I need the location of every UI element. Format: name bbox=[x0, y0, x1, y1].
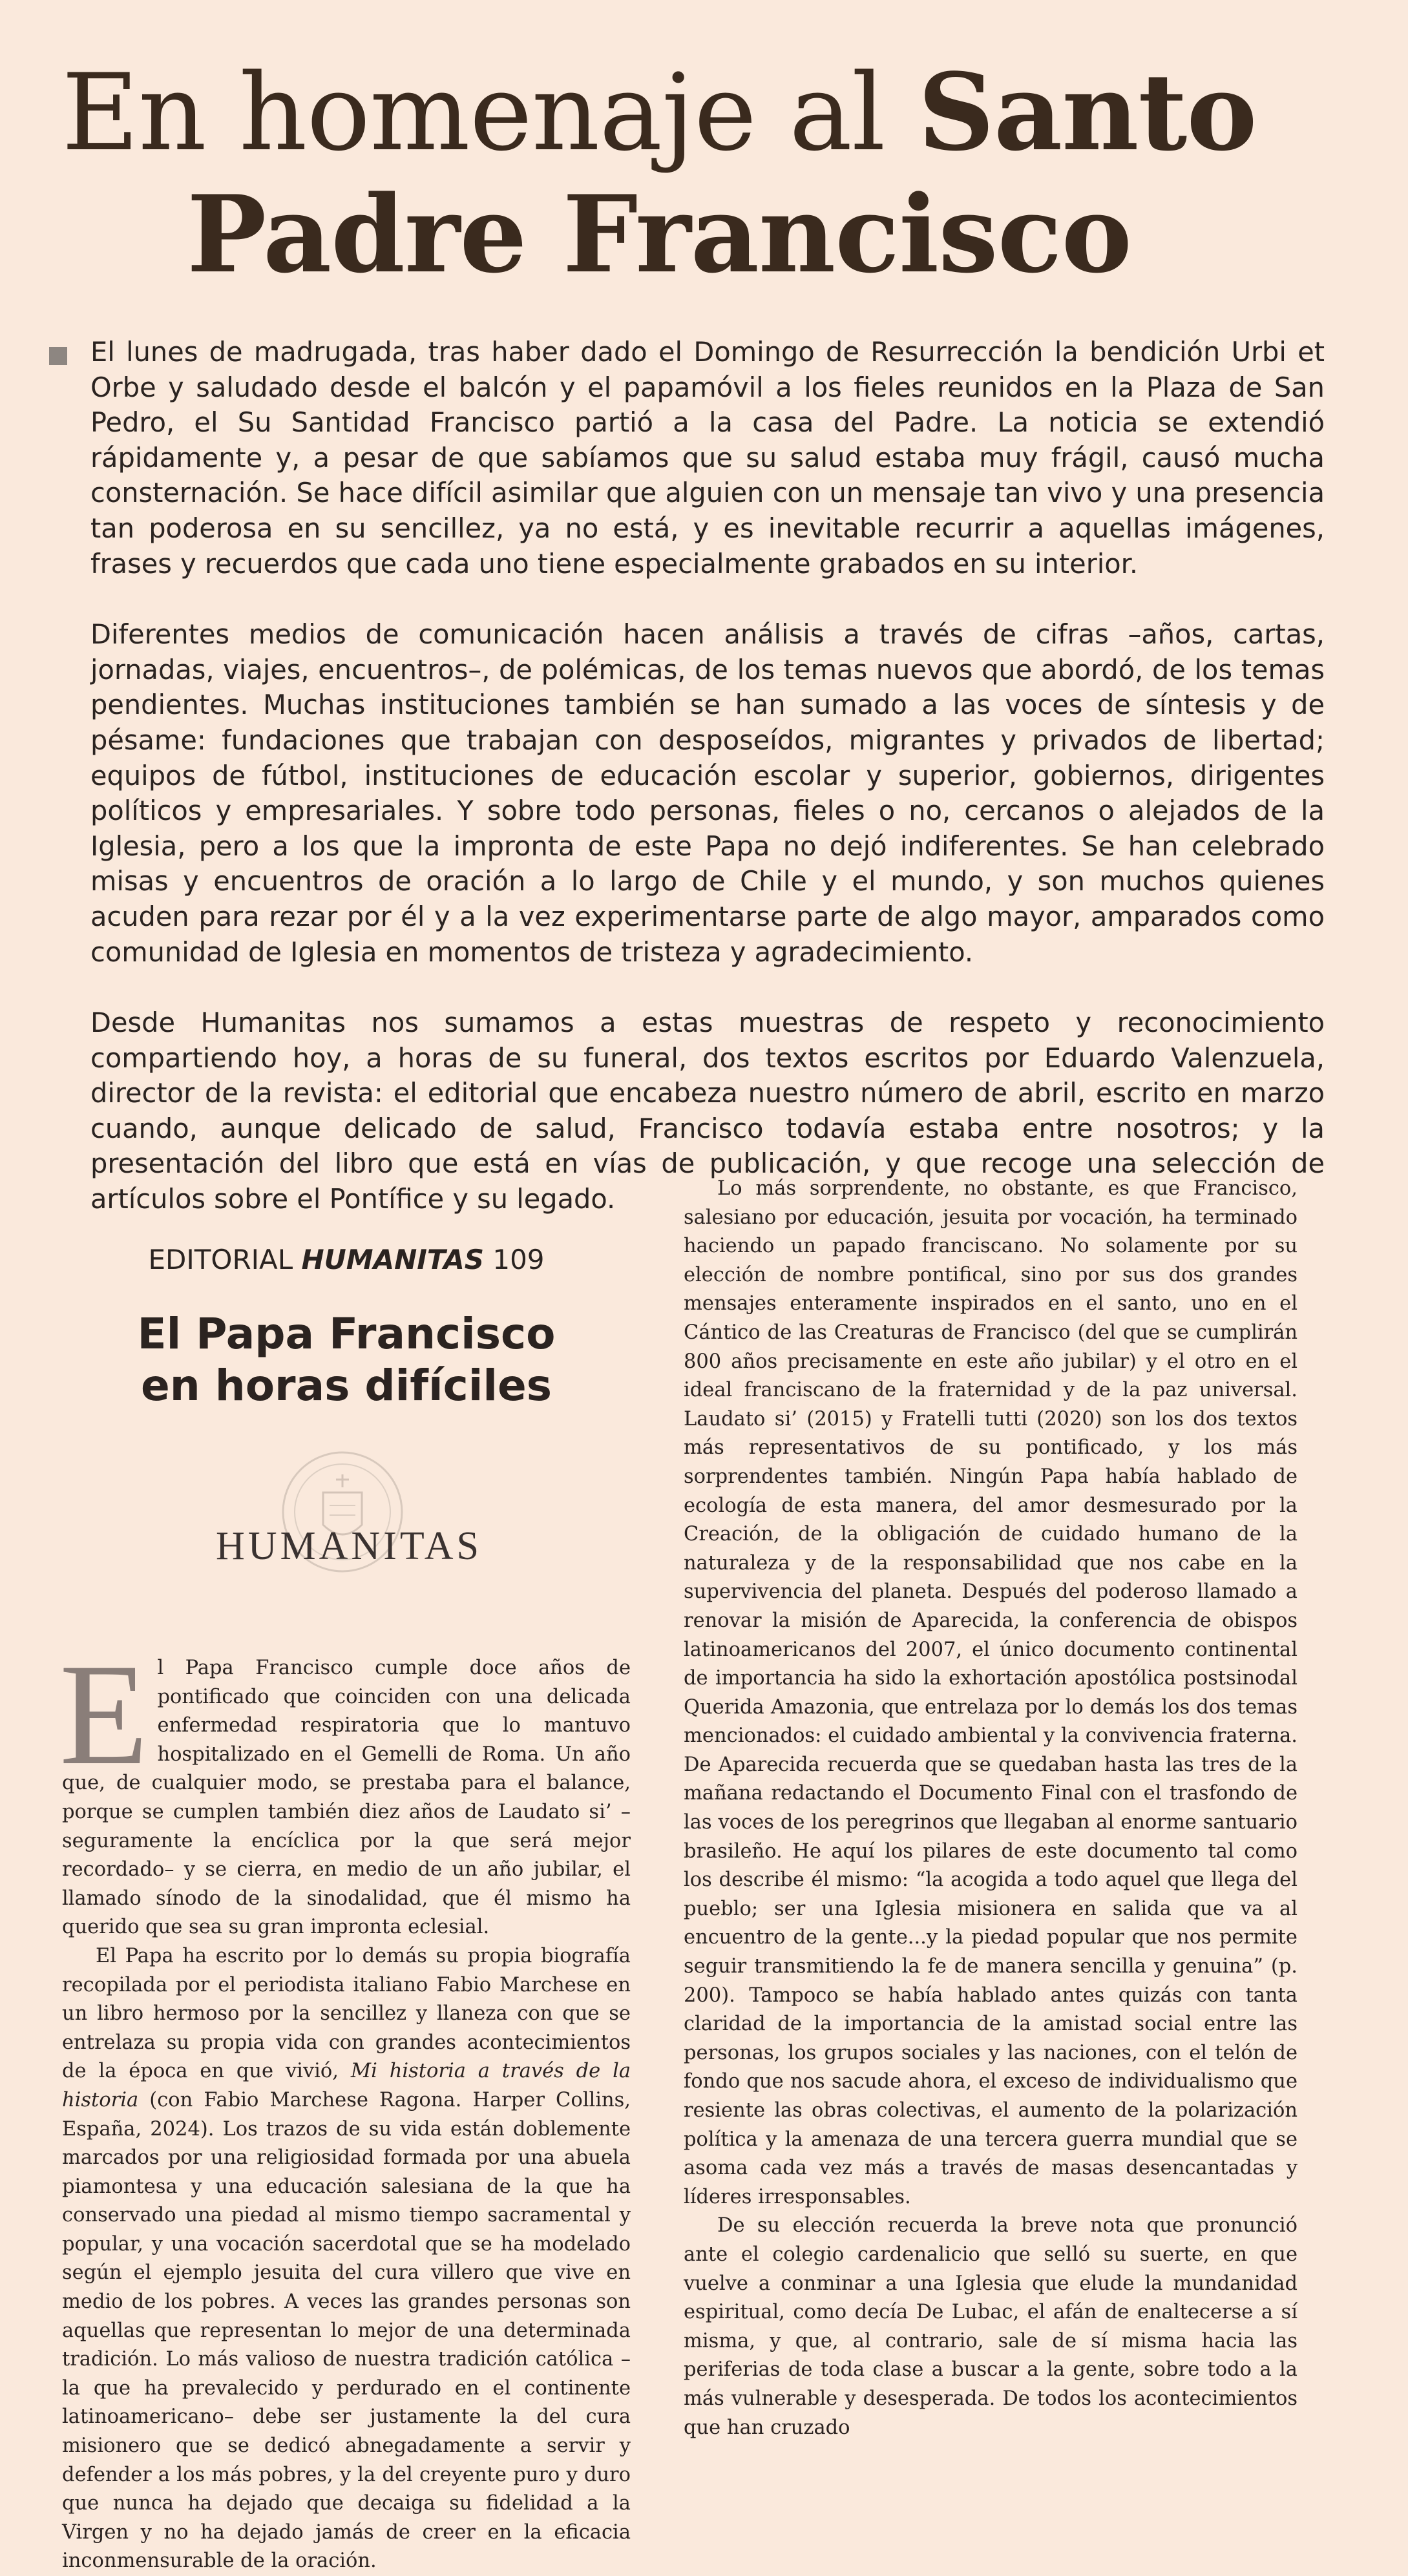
editorial-paragraph: De su elección recuerda la breve nota que pronunció ante el colegio cardenalicio que selló su suerte, en que vuelve a conminar a una Iglesia que elude la mundanidad espiritual, como decía De Lubac, el afán de enaltecerse a sí misma, y que, al contrario, sale de sí misma hacia las periferias de toda clase a buscar a la gente, sobre todo a la más vulnerable y desesperada. De todos los acontecimientos que han cruzado bbox=[684, 2214, 1298, 2439]
editorial-paragraph-text: l Papa Francisco cumple doce años de pontificado que coinciden con una delicada enfermedad respiratoria que lo mantuvo hospitalizado en el Gemelli de Roma. Un año que, de cualquier modo, se prestaba para el balance, porque se cumplen también diez años de Laudato si’ –seguramente la encíclica por la que será mejor recordado– y se cierra, en medio de un año jubilar, el llamado sínodo de la sinodalidad, que él mismo ha querido que sea su gran impronta eclesial. bbox=[62, 1657, 631, 1939]
editorial-title bbox=[62, 1308, 631, 1412]
headline bbox=[0, 52, 1318, 295]
headline-line-1 bbox=[0, 52, 1318, 174]
editorial-title-line-2: en horas difíciles bbox=[140, 1361, 552, 1410]
intro-paragraph: El lunes de madrugada, tras haber dado el Domingo de Resurrección la bendición Urbi et Orbe y saludado desde el balcón y el papamóvil a los fieles reunidos en la Plaza de San Pedro, el Su Santidad Francisco partió a la casa del Padre. La noticia se extendió rápidamente y, a pesar de que sabíamos que su salud estaba muy frágil, causó mucha consternación. Se hace difícil asimilar que alguien con un mensaje tan vivo y una presencia tan poderosa en su sencillez, ya no está, y es inevitable recurrir a aquellas imágenes, frases y recuerdos que cada uno tiene especialmente grabados en su interior. bbox=[90, 336, 1325, 580]
intro-text bbox=[90, 335, 1325, 1253]
book-title: Mi historia a través de la historia bbox=[62, 2060, 631, 2111]
logo-wordmark: HUMANITAS bbox=[215, 1524, 483, 1568]
editorial-kicker bbox=[62, 1244, 631, 1275]
headline-part-2: Santo bbox=[918, 50, 1257, 174]
kicker-prefix: EDITORIAL bbox=[148, 1244, 302, 1275]
kicker-magazine: HUMANITAS bbox=[301, 1244, 484, 1275]
editorial-title-line-1: El Papa Francisco bbox=[137, 1309, 556, 1359]
drop-cap: E bbox=[59, 1633, 149, 1795]
editorial-right-column bbox=[684, 1175, 1298, 2442]
editorial-paragraph bbox=[59, 1633, 631, 1942]
editorial-paragraph: Lo más sorprendente, no obstante, es que Francisco, salesiano por educación, jesuita por vocación, ha terminado haciendo un papado franciscano. No solamente por su elección de nombre pontifical, sino por sus dos grandes mensajes enteramente inspirados en el santo, uno en el Cántico de las Creaturas de Francisco (del que se cumplirán 800 años precisamente en este año jubilar) y el otro en el ideal franciscano de la fraternidad y de la paz universal. Laudato si’ (2015) y Fratelli tutti (2020) son los dos textos más representativos de su pontificado, y los más sorprendentes también. Ningún Papa había hablado de ecología de esta manera, del amor desmesurado por la Creación, de la obligación de cuidado humano de la naturaleza y de la responsabilidad que nos cabe en la supervivencia del planeta. Después del poderoso llamado a renovar la misión de Aparecida, la conferencia de obispos latinoamericanos del 2007, el único documento continental de importancia ha sido la exhortación apostólica postsinodal Querida Amazonia, que entrelaza por lo demás los dos temas mencionados: el cuidado ambiental y la convivencia fraterna. De Aparecida recuerda que se quedaban hasta las tres de la mañana redactando el Documento Final con el trasfondo de las voces de los peregrinos que llegaban al enorme santuario brasileño. He aquí los pilares de este documento tal como los describe él mismo: “la acogida a todo aquel que llega del pueblo; ser una Iglesia misionera en salida que va al encuentro de la gente...y la piedad popular que nos permite seguir transmitiendo la fe de manera sencilla y genuina” (p. 200). Tampoco se había hablado antes quizás con tanta claridad de la importancia de la amistad social entre las personas, los grupos sociales y las naciones, con el telón de fondo que nos sacude ahora, el exceso de individualismo que resiente las obras colectivas, el aumento de la polarización política y la amenaza de una tercera guerra mundial que se asoma cada vez más a través de masas desencantadas y líderes irresponsables. bbox=[684, 1177, 1298, 2208]
intro-paragraph: Desde Humanitas nos sumamos a estas muestras de respeto y reconocimiento compartiendo hoy, a horas de su funeral, dos textos escritos por Eduardo Valenzuela, director de la revista: el editorial que encabeza nuestro número de abril, escrito en marzo cuando, aunque delicado de salud, Francisco todavía estaba entre nosotros; y la presentación del libro que está en vías de publicación, y que recoge una selección de artículos sobre el Pontífice y su legado. bbox=[90, 1007, 1325, 1215]
kicker-issue: 109 bbox=[484, 1244, 545, 1275]
editorial-paragraph-text: (con Fabio Marchese Ragona. Harper Collins, España, 2024). Los trazos de su vida están doblemente marcados por una religiosidad formada por una abuela piamontesa y una educación salesiana de la que ha conservado una piedad al mismo tiempo sacramental y popular, y una vocación sacerdotal que se ha modelado según el ejemplo jesuita del cura villero que vive en medio de los pobres. A veces las grandes personas son aquellas que representan lo mejor de una determinada tradición. Lo más valioso de nuestra tradición católica –la que ha prevalecido y perdurado en el continente latinoamericano– debe ser justamente la del cura misionero que se dedicó abnegadamente a servir y defender a los más pobres, y la del creyente puro y duro que nunca ha dejado que decaiga su fidelidad a la Virgen y no ha dejado jamás de creer en la eficacia inconmensurable de la oración. bbox=[62, 2088, 631, 2573]
headline-line-2: Padre Francisco bbox=[187, 172, 1131, 297]
editorial-left-column bbox=[59, 1633, 631, 2576]
editorial-paragraph bbox=[62, 1942, 631, 2576]
headline-part-1: En homenaje al bbox=[61, 51, 918, 174]
editorial-paragraph-text: El Papa ha escrito por lo demás su propia biografía recopilada por el periodista italiano Fabio Marchese en un libro hermoso por la sencillez y llaneza con que se entrelaza su propia vida con grandes acontecimientos de la época en que vivió, bbox=[62, 1944, 631, 2083]
humanitas-logo bbox=[174, 1447, 523, 1602]
bullet-square-icon bbox=[49, 347, 67, 365]
intro-paragraph: Diferentes medios de comunicación hacen análisis a través de cifras –años, cartas, jornadas, viajes, encuentros–, de polémicas, de los temas nuevos que abordó, de los temas pendientes. Muchas instituciones también se han sumado a las voces de síntesis y de pésame: fundaciones que trabajan con desposeídos, migrantes y privados de libertad; equipos de fútbol, instituciones de educación escolar y superior, gobiernos, dirigentes políticos y empresariales. Y sobre todo personas, fieles o no, cercanos o alejados de la Iglesia, pero a los que la impronta de este Papa no dejó indiferentes. Se han celebrado misas y encuentros de oración a lo largo de Chile y el mundo, y son muchos quienes acuden para rezar por él y a la vez experimentarse parte de algo mayor, amparados como comunidad de Iglesia en momentos de tristeza y agradecimiento. bbox=[90, 618, 1325, 968]
